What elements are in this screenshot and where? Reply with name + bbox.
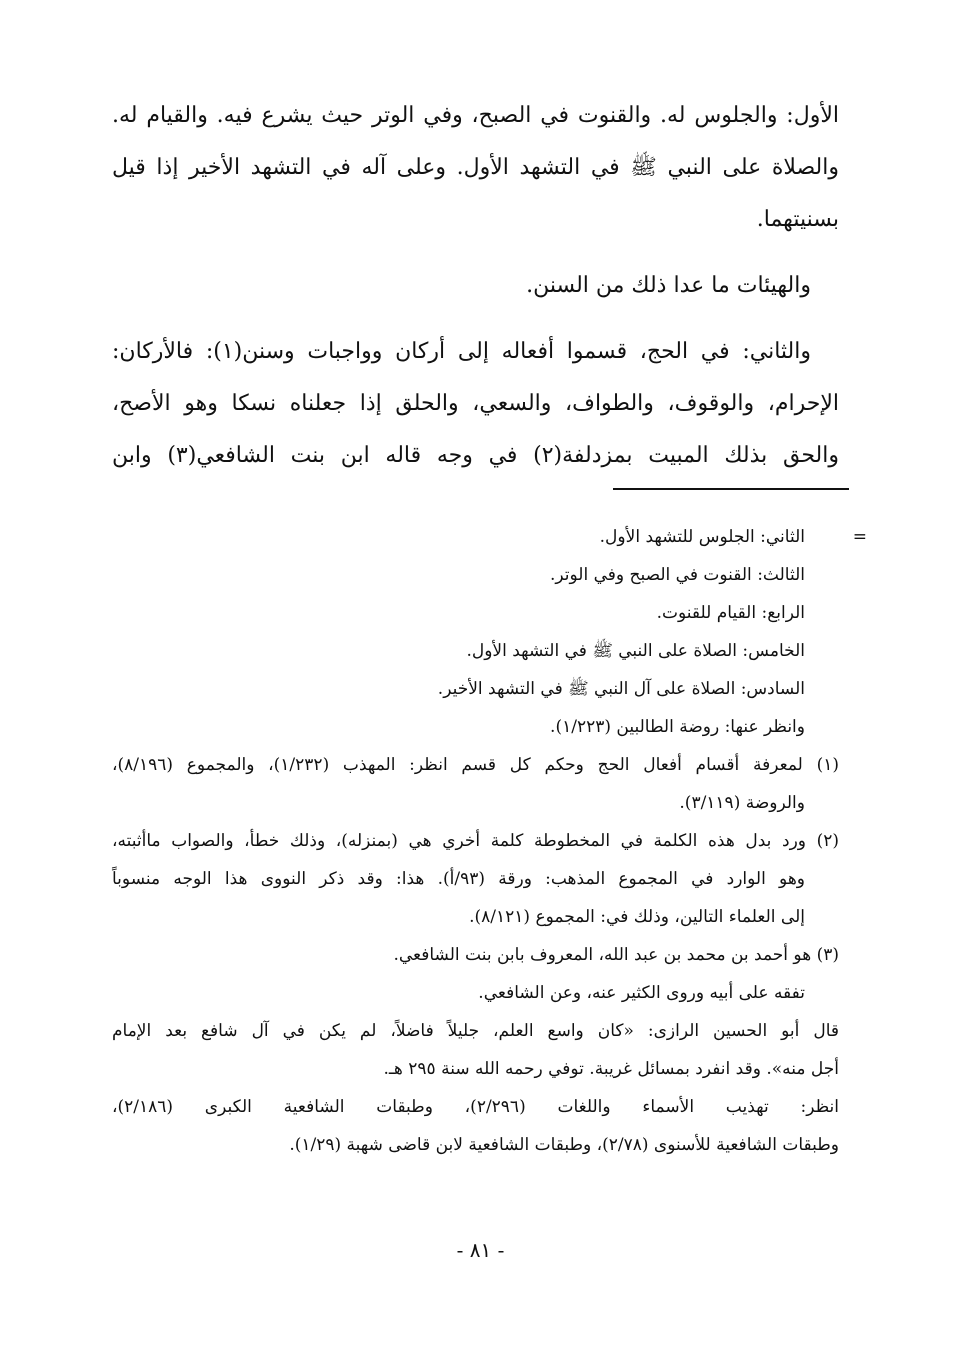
- footnote-2-line: وهو الوارد في المجموع المذهب: ورقة (٩٣/أ). هذا: وقد ذكر النووى هذا الوجه منسوباً: [112, 869, 805, 889]
- main-text-body: [112, 90, 839, 482]
- footnotes: [112, 518, 867, 1164]
- main-line: والثاني: في الحج، قسموا أفعاله إلى أركان وواجبات وسنن(١): فالأركان:: [112, 339, 811, 364]
- footnote-3-line: أجل منه». وقد انفرد بمسائل غريبة. توفي رحمه الله سنة ٢٩٥ هـ.: [383, 1059, 839, 1079]
- footnote-3-line: قال أبو الحسين الرازى: «كان واسع العلم، جليلاً فاضلاً، لم يكن في آل شافع بعد الإمام: [112, 1021, 839, 1041]
- main-line: بسنيتهما.: [756, 207, 839, 232]
- footnote-continued-line: السادس: الصلاة على آل النبي ﷺ في التشهد الأخير.: [437, 679, 805, 699]
- footnote-separator: [613, 488, 849, 490]
- footnote-2-line: إلى العلماء التالين، وذلك في: المجموع (٨/١٢١).: [469, 907, 805, 927]
- main-line: والحق بذلك المبيت بمزدلفة(٢) في وجه قاله ابن بنت الشافعي(٣) وابن: [112, 443, 839, 468]
- main-line: الإحرام، والوقوف، والطواف، والسعي، والحلق إذا جعلناه نسكا وهو الأصح،: [112, 391, 839, 416]
- footnote-1: (١) لمعرفة أقسام أفعال الحج وحكم كل قسم انظر: المهذب (١/٢٣٢)، والمجموع (٨/١٩٦)،: [112, 755, 839, 775]
- footnote-1-line: والروضة (٣/١١٩).: [679, 793, 805, 813]
- footnote-continued-line: وانظر عنها: روضة الطالبين (١/٢٢٣).: [550, 717, 805, 737]
- footnote-continued-line: الخامس: الصلاة على النبي ﷺ في التشهد الأول.: [466, 641, 805, 661]
- main-line: والهيئات ما عدا ذلك من السنن.: [526, 273, 811, 298]
- footnote-3-line: تفقه على أبيه وروى الكثير عنه، وعن الشافعي.: [478, 983, 805, 1003]
- footnote-3-line: وطبقات الشافعية للأسنوى (٢/٧٨)، وطبقات الشافعية لابن قاضى شهبة (١/٢٩).: [289, 1135, 839, 1155]
- footnote-continued-line: = الثاني: الجلوس للتشهد الأول.: [112, 518, 839, 556]
- continuation-mark: =: [852, 527, 867, 547]
- main-line: والصلاة على النبي ﷺ في التشهد الأول. وعلى آله في التشهد الأخير إذا قيل: [112, 155, 839, 180]
- footnote-3-line: انظر: تهذيب الأسماء واللغات (٢/٢٩٦)، وطبقات الشافعية الكبرى (٢/١٨٦)،: [112, 1097, 839, 1117]
- footnote-continued-line: الرابع: القيام للقنوت.: [656, 603, 805, 623]
- footnote-3: (٣) هو أحمد بن محمد بن عبد الله، المعروف بابن بنت الشافعي.: [393, 945, 839, 965]
- footnote-continued-line: الثالث: القنوت في الصبح وفي الوتر.: [550, 565, 805, 585]
- footnote-2: (٢) ورد بدل هذه الكلمة في المخطوطة كلمة أخري هي (بمنزله)، وذلك خطأ، والصواب ماأثبته،: [112, 831, 839, 851]
- main-line: الأول: والجلوس له. والقنوت في الصبح، وفي الوتر حيث يشرع فيه. والقيام له.: [112, 103, 839, 128]
- page-number: - ٨١ -: [456, 1238, 505, 1262]
